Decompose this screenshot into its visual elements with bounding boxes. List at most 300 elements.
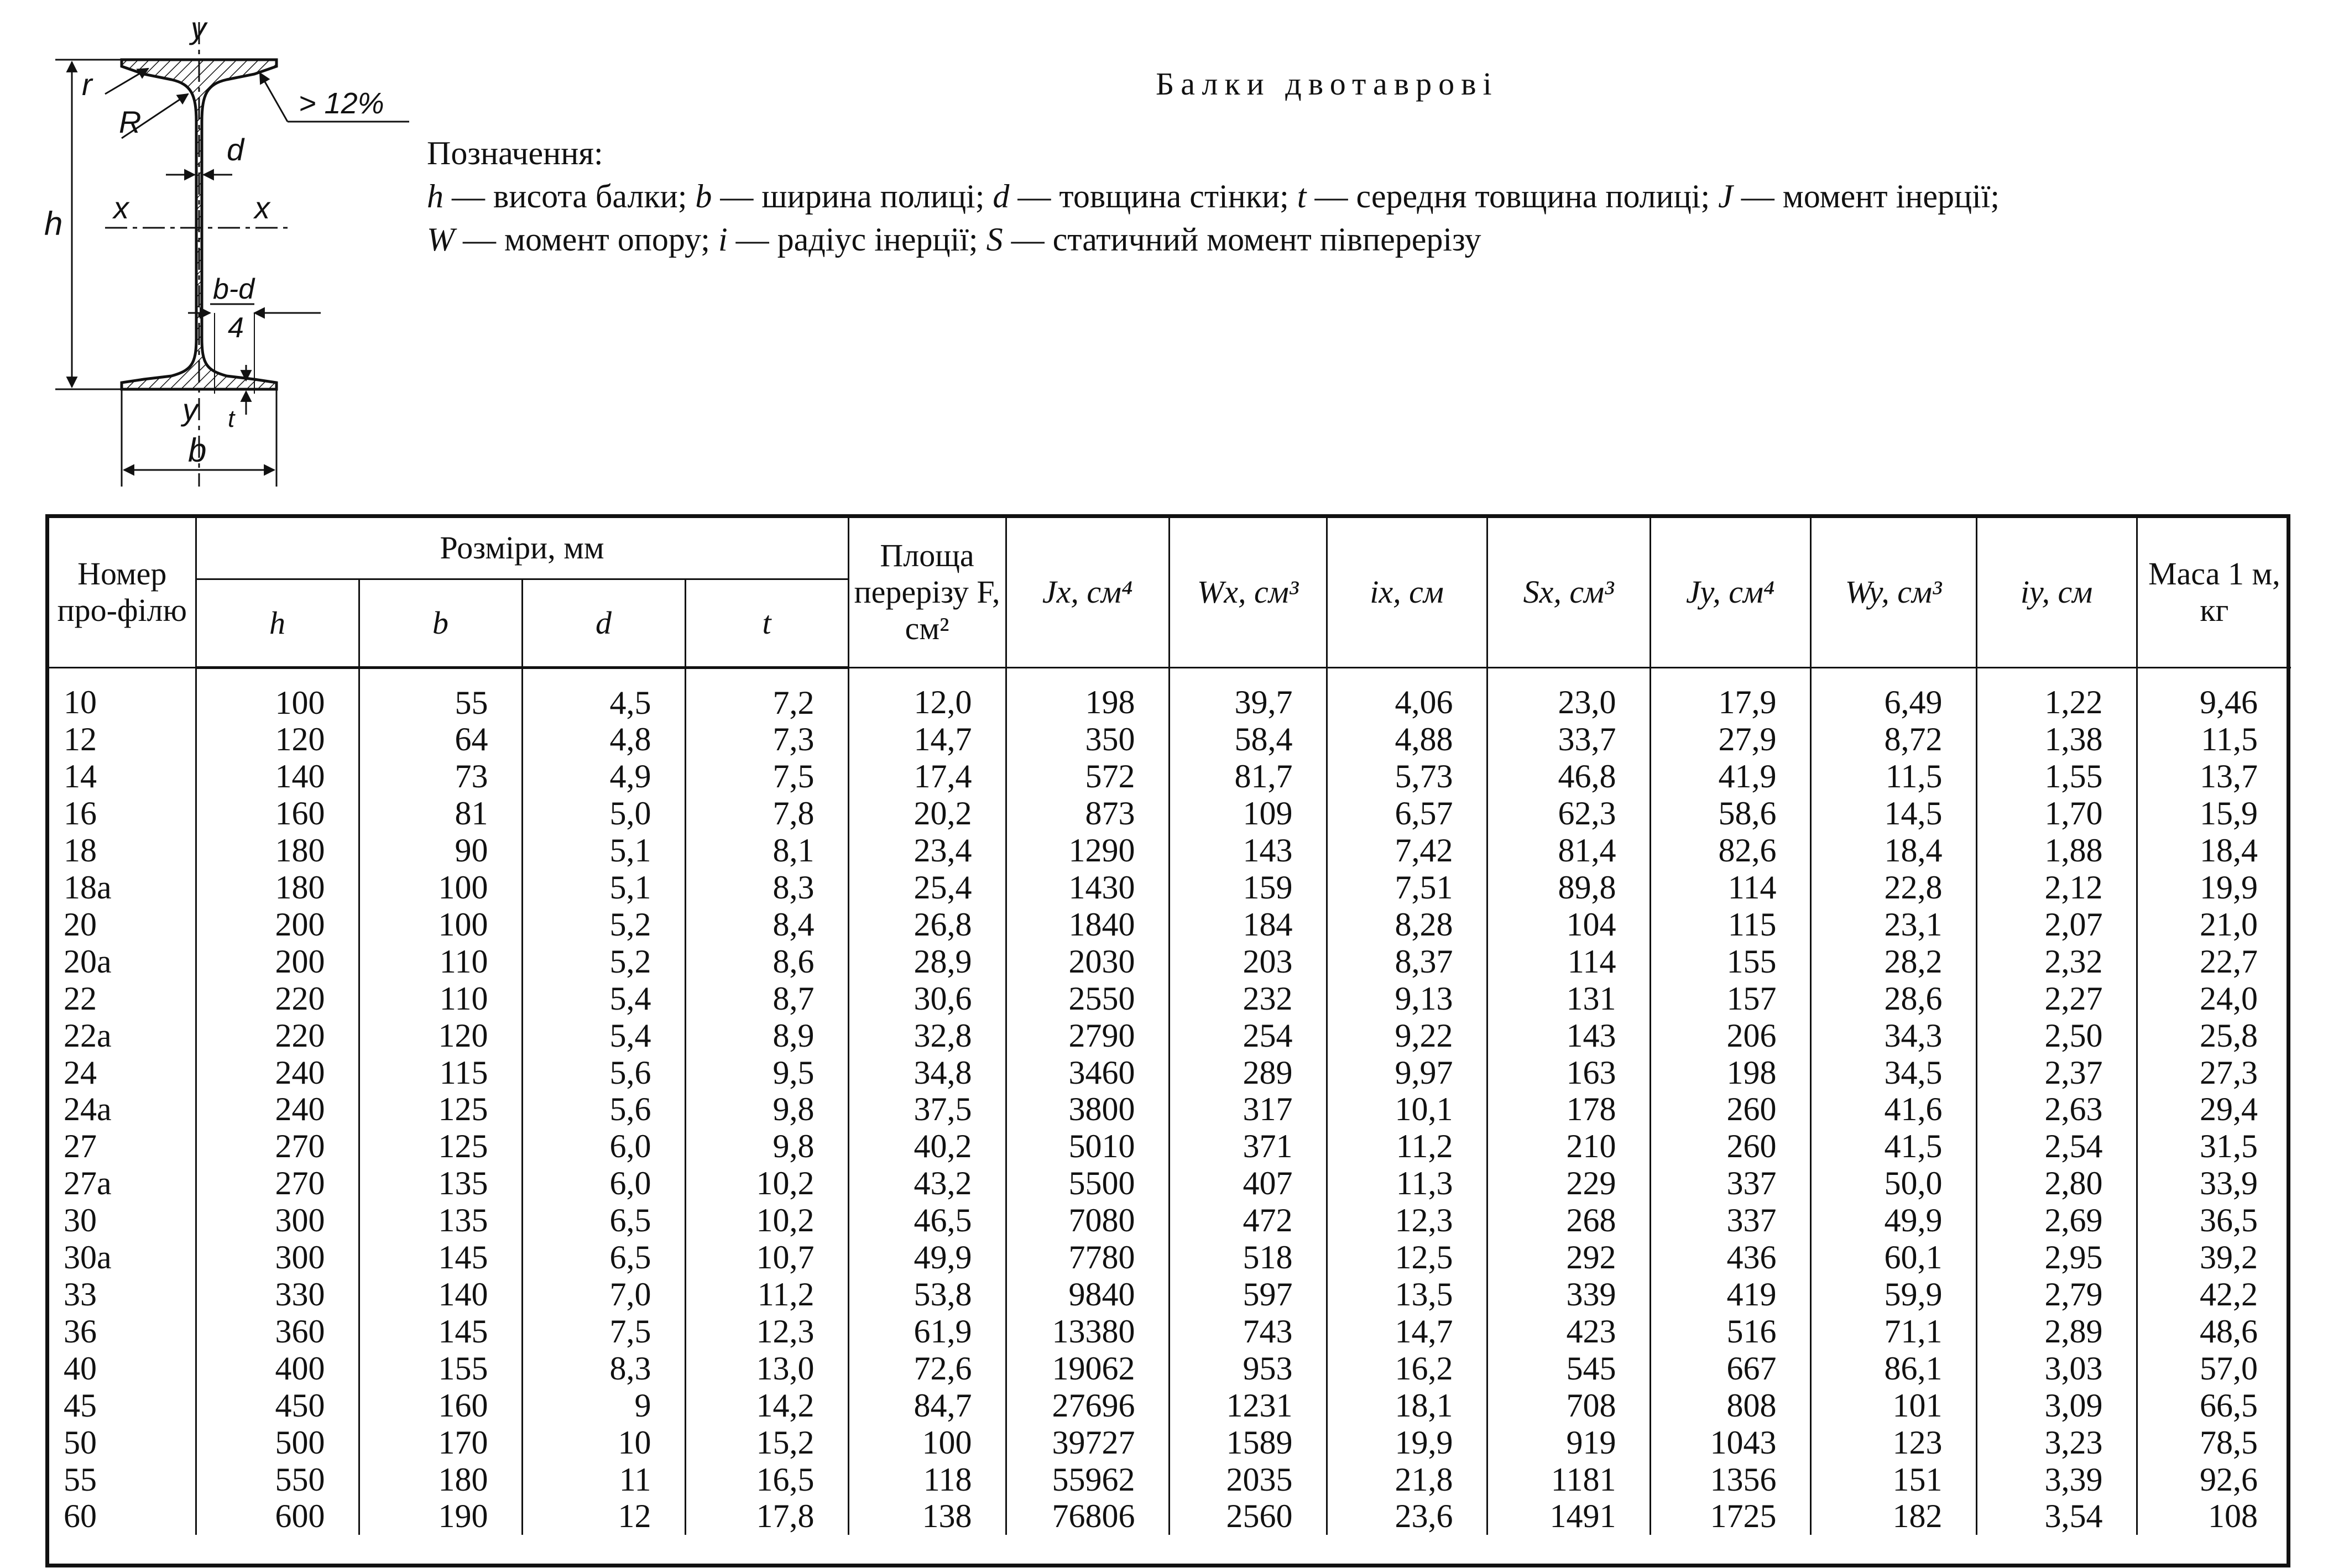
- table-cell: 46,5: [848, 1202, 1006, 1239]
- table-cell: 317: [1169, 1091, 1327, 1128]
- header-sx: Sx, см³: [1487, 518, 1650, 667]
- table-cell: 206: [1650, 1017, 1810, 1054]
- table-row: [49, 1128, 2291, 1165]
- header-t: t: [685, 579, 848, 667]
- table-cell: 407: [1169, 1165, 1327, 1202]
- table-cell: 743: [1169, 1313, 1327, 1350]
- table-cell: 953: [1169, 1350, 1327, 1387]
- table-cell: 8,7: [685, 980, 848, 1017]
- table-cell: 1181: [1487, 1461, 1650, 1498]
- table-cell: 3,39: [1976, 1461, 2137, 1498]
- bd-numerator-label: b-d: [213, 273, 255, 305]
- table-cell: 200: [196, 906, 359, 943]
- profile-number-cell: 30: [64, 1202, 97, 1239]
- table-cell: 49,9: [848, 1239, 1006, 1276]
- table-cell: 7080: [1006, 1202, 1169, 1239]
- table-cell: 2,07: [1976, 906, 2137, 943]
- legend-text: — середня товщина полиці;: [1306, 178, 1719, 215]
- table-cell: 2,69: [1976, 1202, 2137, 1239]
- table-cell: 5,2: [522, 943, 685, 980]
- table-cell: 108: [2137, 1498, 2291, 1535]
- profile-number-cell: 36: [64, 1313, 97, 1350]
- profile-number-cell: 45: [64, 1387, 97, 1424]
- table-cell: 6,57: [1327, 795, 1487, 832]
- table-cell: 400: [196, 1350, 359, 1387]
- table-cell: 92,6: [2137, 1461, 2291, 1498]
- table-cell: 14,5: [1810, 795, 1976, 832]
- table-cell: 9,8: [685, 1091, 848, 1128]
- table-cell: 11,2: [685, 1276, 848, 1313]
- table-cell: 14,7: [848, 721, 1006, 758]
- table-cell: 12,0: [848, 667, 1006, 721]
- table-row: [49, 1387, 2291, 1424]
- table-cell: 18,4: [1810, 832, 1976, 869]
- table-cell: 4,8: [522, 721, 685, 758]
- table-cell: 7,2: [685, 667, 848, 721]
- table-cell: 518: [1169, 1239, 1327, 1276]
- table-row: [49, 943, 2291, 980]
- table-cell: 100: [196, 667, 359, 721]
- table-cell: 140: [359, 1276, 522, 1313]
- table-cell: 1840: [1006, 906, 1169, 943]
- table-cell: 1,88: [1976, 832, 2137, 869]
- table-cell: 23,4: [848, 832, 1006, 869]
- table-cell: 198: [1650, 1054, 1810, 1091]
- table-cell: 203: [1169, 943, 1327, 980]
- table-cell: 13,7: [2137, 758, 2291, 795]
- table-cell: 157: [1650, 980, 1810, 1017]
- table-cell: 2790: [1006, 1017, 1169, 1054]
- table-cell: 337: [1650, 1165, 1810, 1202]
- table-cell: 120: [196, 721, 359, 758]
- table-cell: 23,1: [1810, 906, 1976, 943]
- table-cell: 143: [1169, 832, 1327, 869]
- table-cell: 337: [1650, 1202, 1810, 1239]
- table-cell: 198: [1006, 667, 1169, 721]
- table-cell: 3,09: [1976, 1387, 2137, 1424]
- table-cell: 12,3: [1327, 1202, 1487, 1239]
- table-cell: 1430: [1006, 869, 1169, 906]
- profile-number-cell: 33: [64, 1276, 97, 1313]
- profile-number-cell: 14: [64, 758, 97, 795]
- table-cell: 7,3: [685, 721, 848, 758]
- table-cell: 8,4: [685, 906, 848, 943]
- profile-number-cell: 24a: [64, 1091, 112, 1128]
- table-cell: 15,9: [2137, 795, 2291, 832]
- table-cell: 10,2: [685, 1202, 848, 1239]
- table-cell: 289: [1169, 1054, 1327, 1091]
- table-cell: 3,54: [1976, 1498, 2137, 1535]
- header-profile: Номер про-філю: [49, 518, 196, 667]
- table-cell: 3,03: [1976, 1350, 2137, 1387]
- profile-number-cell: 55: [64, 1461, 97, 1498]
- table-cell: 9,97: [1327, 1054, 1487, 1091]
- table-cell: 2,80: [1976, 1165, 2137, 1202]
- table-cell: 18,4: [2137, 832, 2291, 869]
- table-cell: 5,1: [522, 832, 685, 869]
- table-cell: 14,7: [1327, 1313, 1487, 1350]
- table-cell: 115: [359, 1054, 522, 1091]
- profile-number-cell: 20: [64, 906, 97, 943]
- table-cell: 8,28: [1327, 906, 1487, 943]
- table-cell: 1290: [1006, 832, 1169, 869]
- profile-number-cell: 30a: [64, 1239, 112, 1276]
- table-cell: 500: [196, 1424, 359, 1461]
- x-axis-label-left: x: [113, 190, 129, 225]
- table-cell: 58,6: [1650, 795, 1810, 832]
- table-cell: 58,4: [1169, 721, 1327, 758]
- table-cell: 17,4: [848, 758, 1006, 795]
- table-cell: 8,6: [685, 943, 848, 980]
- table-cell: 78,5: [2137, 1424, 2291, 1461]
- table-cell: 1,38: [1976, 721, 2137, 758]
- table-cell: 1,55: [1976, 758, 2137, 795]
- header-jx: Jx, см⁴: [1006, 518, 1169, 667]
- table-cell: 160: [196, 795, 359, 832]
- legend-text: — момент опору;: [454, 221, 718, 258]
- table-cell: 10,1: [1327, 1091, 1487, 1128]
- table-cell: 100: [359, 869, 522, 906]
- profile-number-cell: 24: [64, 1054, 97, 1091]
- table-cell: 8,1: [685, 832, 848, 869]
- table-cell: 350: [1006, 721, 1169, 758]
- table-row: [49, 1165, 2291, 1202]
- slope-label: > 12%: [299, 87, 384, 120]
- table-cell: 5,6: [522, 1054, 685, 1091]
- table-cell: 10: [522, 1424, 685, 1461]
- table-cell: 180: [196, 832, 359, 869]
- table-cell: 2,32: [1976, 943, 2137, 980]
- table-cell: 21,8: [1327, 1461, 1487, 1498]
- table-cell: 229: [1487, 1165, 1650, 1202]
- table-cell: 1043: [1650, 1424, 1810, 1461]
- table-cell: 101: [1810, 1387, 1976, 1424]
- table-cell: 145: [359, 1239, 522, 1276]
- table-cell: 39727: [1006, 1424, 1169, 1461]
- legend-symbol: d: [993, 178, 1010, 215]
- table-cell: 49,9: [1810, 1202, 1976, 1239]
- table-cell: 1,70: [1976, 795, 2137, 832]
- table-cell: 232: [1169, 980, 1327, 1017]
- table-cell: 13,5: [1327, 1276, 1487, 1313]
- table-cell: 29,4: [2137, 1091, 2291, 1128]
- table-cell: 41,9: [1650, 758, 1810, 795]
- table-cell: 2035: [1169, 1461, 1327, 1498]
- table-cell: 30,6: [848, 980, 1006, 1017]
- table-cell: 39,7: [1169, 667, 1327, 721]
- table-cell: 84,7: [848, 1387, 1006, 1424]
- table-cell: 43,2: [848, 1165, 1006, 1202]
- table-cell: 36,5: [2137, 1202, 2291, 1239]
- profile-number-cell: 20a: [64, 943, 112, 980]
- legend-symbol: J: [1718, 178, 1733, 215]
- table-row: [49, 906, 2291, 943]
- legend-block: [427, 132, 2000, 261]
- legend-text: — товщина стінки;: [1009, 178, 1297, 215]
- table-cell: 450: [196, 1387, 359, 1424]
- table-cell: 61,9: [848, 1313, 1006, 1350]
- table-cell: 7780: [1006, 1239, 1169, 1276]
- table-cell: 2030: [1006, 943, 1169, 980]
- table-cell: 28,9: [848, 943, 1006, 980]
- table-cell: 240: [196, 1054, 359, 1091]
- table-cell: 5,0: [522, 795, 685, 832]
- table-cell: 16,2: [1327, 1350, 1487, 1387]
- table-row: [49, 1017, 2291, 1054]
- table-row: [49, 1054, 2291, 1091]
- y-axis-label-bottom: y: [182, 392, 198, 427]
- legend-symbol: i: [718, 221, 728, 258]
- table-cell: 371: [1169, 1128, 1327, 1165]
- table-cell: 160: [359, 1387, 522, 1424]
- table-cell: 53,8: [848, 1276, 1006, 1313]
- table-cell: 135: [359, 1165, 522, 1202]
- profile-number-cell: 27a: [64, 1165, 112, 1202]
- table-cell: 254: [1169, 1017, 1327, 1054]
- table-cell: 516: [1650, 1313, 1810, 1350]
- table-row: [49, 1350, 2291, 1387]
- header-iy: iy, см: [1976, 518, 2137, 667]
- profile-number-cell: 22: [64, 980, 97, 1017]
- table-cell: 81,7: [1169, 758, 1327, 795]
- i-beam-cross-section-diagram: [22, 11, 442, 509]
- table-cell: 10,2: [685, 1165, 848, 1202]
- table-cell: 55: [359, 667, 522, 721]
- page-title: Балки двотаврові: [1156, 66, 1499, 102]
- table-cell: 86,1: [1810, 1350, 1976, 1387]
- table-cell: 873: [1006, 795, 1169, 832]
- bd-denominator-label: 4: [228, 312, 244, 344]
- table-cell: 27,3: [2137, 1054, 2291, 1091]
- table-cell: 23,6: [1327, 1498, 1487, 1535]
- table-cell: 48,6: [2137, 1313, 2291, 1350]
- table-cell: 2,79: [1976, 1276, 2137, 1313]
- table-row: [49, 1424, 2291, 1461]
- table-cell: 4,06: [1327, 667, 1487, 721]
- profile-number-cell: 50: [64, 1424, 97, 1461]
- table-cell: 39,2: [2137, 1239, 2291, 1276]
- table-cell: 8,3: [685, 869, 848, 906]
- table-cell: 184: [1169, 906, 1327, 943]
- table-cell: 6,49: [1810, 667, 1976, 721]
- table-cell: 6,5: [522, 1202, 685, 1239]
- table-cell: 2,27: [1976, 980, 2137, 1017]
- table-cell: 5,1: [522, 869, 685, 906]
- table-cell: 41,6: [1810, 1091, 1976, 1128]
- table-cell: 60,1: [1810, 1239, 1976, 1276]
- t-label: t: [228, 405, 235, 432]
- profile-number-cell: 60: [64, 1498, 97, 1535]
- table-cell: 9840: [1006, 1276, 1169, 1313]
- profile-number-cell: 18: [64, 832, 97, 869]
- table-cell: 114: [1650, 869, 1810, 906]
- table-cell: 7,42: [1327, 832, 1487, 869]
- table-cell: 143: [1487, 1017, 1650, 1054]
- legend-text: — висота балки;: [443, 178, 696, 215]
- table-cell: 270: [196, 1165, 359, 1202]
- table-cell: 155: [359, 1350, 522, 1387]
- legend-line-1: [427, 175, 2000, 218]
- table-cell: 260: [1650, 1128, 1810, 1165]
- table-row: [49, 1239, 2291, 1276]
- table-cell: 11,5: [1810, 758, 1976, 795]
- table-cell: 163: [1487, 1054, 1650, 1091]
- table-body: [49, 667, 2291, 1535]
- table-cell: 423: [1487, 1313, 1650, 1350]
- table-cell: 114: [1487, 943, 1650, 980]
- table-cell: 22,8: [1810, 869, 1976, 906]
- header-jy: Jy, см⁴: [1650, 518, 1810, 667]
- profile-number-cell: 12: [64, 721, 97, 758]
- table-cell: 1231: [1169, 1387, 1327, 1424]
- table-cell: 89,8: [1487, 869, 1650, 906]
- table-cell: 8,3: [522, 1350, 685, 1387]
- table-cell: 1,22: [1976, 667, 2137, 721]
- table-cell: 7,8: [685, 795, 848, 832]
- table-cell: 808: [1650, 1387, 1810, 1424]
- y-axis-label-top: y: [191, 11, 206, 45]
- table-cell: 14,2: [685, 1387, 848, 1424]
- beam-properties-table: [49, 518, 2291, 1535]
- header-h: h: [196, 579, 359, 667]
- table-cell: 123: [1810, 1424, 1976, 1461]
- table-cell: 125: [359, 1128, 522, 1165]
- table-cell: 9,22: [1327, 1017, 1487, 1054]
- table-cell: 2,95: [1976, 1239, 2137, 1276]
- table-row: [49, 1202, 2291, 1239]
- table-cell: 180: [196, 869, 359, 906]
- header-ix: ix, см: [1327, 518, 1487, 667]
- table-cell: 12: [522, 1498, 685, 1535]
- table-cell: 170: [359, 1424, 522, 1461]
- table-row: [49, 1276, 2291, 1313]
- table-cell: 21,0: [2137, 906, 2291, 943]
- table-cell: 180: [359, 1461, 522, 1498]
- table-cell: 135: [359, 1202, 522, 1239]
- table-cell: 25,8: [2137, 1017, 2291, 1054]
- header-wx: Wx, см³: [1169, 518, 1327, 667]
- table-cell: 27,9: [1650, 721, 1810, 758]
- table-cell: 2,54: [1976, 1128, 2137, 1165]
- table-cell: 50,0: [1810, 1165, 1976, 1202]
- table-cell: 81: [359, 795, 522, 832]
- table-cell: 151: [1810, 1461, 1976, 1498]
- table-cell: 33,7: [1487, 721, 1650, 758]
- table-cell: 11,5: [2137, 721, 2291, 758]
- table-cell: 138: [848, 1498, 1006, 1535]
- table-cell: 12,3: [685, 1313, 848, 1350]
- header-b: b: [359, 579, 522, 667]
- table-cell: 34,8: [848, 1054, 1006, 1091]
- table-cell: 270: [196, 1128, 359, 1165]
- legend-symbol: S: [986, 221, 1003, 258]
- table-cell: 125: [359, 1091, 522, 1128]
- table-cell: 159: [1169, 869, 1327, 906]
- table-cell: 4,5: [522, 667, 685, 721]
- profile-number-cell: 18a: [64, 869, 112, 906]
- table-cell: 210: [1487, 1128, 1650, 1165]
- table-cell: 28,2: [1810, 943, 1976, 980]
- legend-text: — статичний момент півперерізу: [1003, 221, 1481, 258]
- table-cell: 12,5: [1327, 1239, 1487, 1276]
- table-cell: 11: [522, 1461, 685, 1498]
- x-axis-label-right: x: [254, 190, 270, 225]
- profile-number-cell: 22a: [64, 1017, 112, 1054]
- table-cell: 42,2: [2137, 1276, 2291, 1313]
- table-cell: 5010: [1006, 1128, 1169, 1165]
- table-row: [49, 1461, 2291, 1498]
- table-cell: 100: [359, 906, 522, 943]
- table-cell: 19062: [1006, 1350, 1169, 1387]
- table-cell: 2,12: [1976, 869, 2137, 906]
- table-cell: 76806: [1006, 1498, 1169, 1535]
- table-cell: 436: [1650, 1239, 1810, 1276]
- table-cell: 19,9: [2137, 869, 2291, 906]
- table-cell: 472: [1169, 1202, 1327, 1239]
- table-cell: 182: [1810, 1498, 1976, 1535]
- table-cell: 268: [1487, 1202, 1650, 1239]
- r-label: r: [82, 67, 92, 102]
- table-cell: 190: [359, 1498, 522, 1535]
- table-cell: 19,9: [1327, 1424, 1487, 1461]
- table-cell: 66,5: [2137, 1387, 2291, 1424]
- table-cell: 26,8: [848, 906, 1006, 943]
- table-cell: 7,5: [685, 758, 848, 795]
- table-cell: 22,7: [2137, 943, 2291, 980]
- table-cell: 4,9: [522, 758, 685, 795]
- table-row: [49, 1313, 2291, 1350]
- header-area: Площа перерізу F, см²: [848, 518, 1006, 667]
- table-cell: 572: [1006, 758, 1169, 795]
- table-cell: 27696: [1006, 1387, 1169, 1424]
- table-cell: 2560: [1169, 1498, 1327, 1535]
- table-cell: 2,37: [1976, 1054, 2137, 1091]
- table-cell: 5,2: [522, 906, 685, 943]
- table-cell: 109: [1169, 795, 1327, 832]
- table-cell: 300: [196, 1239, 359, 1276]
- table-row: [49, 795, 2291, 832]
- table-cell: 145: [359, 1313, 522, 1350]
- table-cell: 7,5: [522, 1313, 685, 1350]
- table-cell: 34,3: [1810, 1017, 1976, 1054]
- table-cell: 7,0: [522, 1276, 685, 1313]
- table-cell: 1589: [1169, 1424, 1327, 1461]
- table-cell: 57,0: [2137, 1350, 2291, 1387]
- table-cell: 100: [848, 1424, 1006, 1461]
- table-row: [49, 1091, 2291, 1128]
- table-cell: 1356: [1650, 1461, 1810, 1498]
- table-cell: 292: [1487, 1239, 1650, 1276]
- table-cell: 46,8: [1487, 758, 1650, 795]
- legend-text: — ширина полиці;: [712, 178, 993, 215]
- table-cell: 115: [1650, 906, 1810, 943]
- table-cell: 6,0: [522, 1165, 685, 1202]
- table-cell: 8,9: [685, 1017, 848, 1054]
- table-cell: 2,89: [1976, 1313, 2137, 1350]
- table-row: [49, 832, 2291, 869]
- table-cell: 17,8: [685, 1498, 848, 1535]
- table-cell: 41,5: [1810, 1128, 1976, 1165]
- h-label: h: [44, 205, 63, 242]
- table-cell: 104: [1487, 906, 1650, 943]
- table-cell: 31,5: [2137, 1128, 2291, 1165]
- table-cell: 110: [359, 980, 522, 1017]
- legend-symbol: h: [427, 178, 443, 215]
- table-cell: 33,9: [2137, 1165, 2291, 1202]
- table-cell: 8,72: [1810, 721, 1976, 758]
- table-cell: 131: [1487, 980, 1650, 1017]
- table-cell: 13,0: [685, 1350, 848, 1387]
